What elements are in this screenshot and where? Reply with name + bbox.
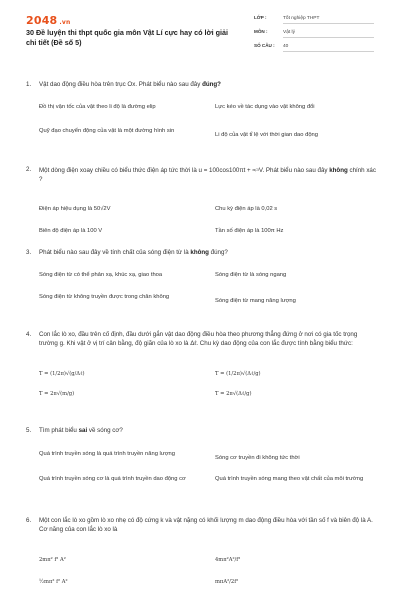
meta-label: SỐ CÂU : xyxy=(254,43,275,48)
question-number: 1. xyxy=(26,81,32,88)
answer-option-a[interactable]: 2mπ² f² A² xyxy=(39,557,66,563)
meta-row-class xyxy=(254,15,374,29)
question-text: Tìm phát biểu sai về sóng cơ? xyxy=(39,427,123,434)
logo-text: 2048 xyxy=(26,14,58,27)
answer-option-b[interactable]: 4mπ²A²/f² xyxy=(215,557,241,563)
question-number: 4. xyxy=(26,331,32,338)
answer-option-d[interactable]: mπA²/2f² xyxy=(215,579,239,585)
question-number: 6. xyxy=(26,517,32,524)
site-logo[interactable] xyxy=(26,14,70,27)
logo-suffix: .vn xyxy=(59,19,71,26)
question-text: Con lắc lò xo, đầu trên cố định, đầu dưới gắn vật dao động điều hòa theo phương thẳng đứng ở nơi có gia tốc trọng trường g. Khi vật ở vị trí cân bằng, độ giãn của lò xo là Δℓ. Chu kỳ dao động của con lắc được tính bằng biểu thức: xyxy=(39,331,358,347)
meta-value: 40 xyxy=(283,44,374,52)
question-4 xyxy=(26,330,376,397)
question-number: 3. xyxy=(26,249,32,256)
question-text: Vật dao động điều hòa trên trục Ox. Phát biểu nào sau đây đúng? xyxy=(39,81,221,88)
meta-label: LỚP : xyxy=(254,15,267,20)
answer-option-d[interactable]: Tần số điện áp là 100π Hz xyxy=(215,228,284,234)
question-text: Một con lắc lò xo gồm lò xo nhẹ có độ cứng k và vật nặng có khối lượng m dao động điều hòa với tần số f và biên độ là A. Cơ năng của con lắc lò xo là xyxy=(39,517,373,533)
meta-row-subject xyxy=(254,29,374,43)
meta-row-question-count xyxy=(254,43,374,57)
meta-label: MÔN : xyxy=(254,29,268,34)
answer-option-a[interactable]: Đồ thị vận tốc của vật theo li độ là đường elip xyxy=(39,104,156,110)
answer-option-c[interactable]: ½mπ² f² A² xyxy=(39,579,68,585)
question-6 xyxy=(26,516,376,585)
answer-option-d[interactable]: Li độ của vật tỉ lệ với thời gian dao động xyxy=(215,132,318,138)
question-2 xyxy=(26,165,376,234)
question-text: Phát biểu nào sau đây về tính chất của sóng điện từ là không đúng? xyxy=(39,249,228,256)
answer-option-b[interactable]: T = (1/2π)√(Δℓ/g) xyxy=(215,371,261,377)
answer-option-c[interactable]: Quỹ đạo chuyển động của vật là một đường hình sin xyxy=(39,128,175,134)
answer-option-c[interactable]: Biên độ điện áp là 100 V xyxy=(39,228,103,234)
answer-option-b[interactable]: Chu kỳ điện áp là 0,02 s xyxy=(215,206,278,212)
meta-value: Tốt nghiệp THPT xyxy=(283,16,374,24)
answer-option-b[interactable]: Sóng cơ truyền đi không tức thời xyxy=(215,455,300,461)
answer-option-c[interactable]: T = 2π√(m/g) xyxy=(39,391,75,397)
meta-value: Vật lý xyxy=(283,30,374,38)
answer-option-a[interactable]: Điện áp hiệu dụng là 50√2V xyxy=(39,206,111,212)
question-1 xyxy=(26,80,376,137)
page-title: 30 Đề luyện thi thpt quốc gia môn Vật Lí cực hay có lời giải chi tiết (Đề số 5) xyxy=(26,28,229,47)
question-number: 5. xyxy=(26,427,32,434)
question-3 xyxy=(26,248,376,304)
document-meta xyxy=(254,15,374,57)
answer-option-c[interactable]: Quá trình truyền sóng cơ là quá trình truyền dao động cơ xyxy=(39,476,186,482)
answer-option-b[interactable]: Sóng điện từ là sóng ngang xyxy=(215,272,287,278)
question-5 xyxy=(26,426,376,482)
question-text: Một dòng điện xoay chiều có biểu thức điện áp tức thời là u = 100cos100πt + π/3V. Phát biểu nào sau đây không chính xác ? xyxy=(39,167,376,183)
answer-option-a[interactable]: T = (1/2π)√(g/Δℓ) xyxy=(39,371,85,377)
answer-option-c[interactable]: Sóng điện từ không truyền được trong chân không xyxy=(39,294,170,300)
answer-option-d[interactable]: Sóng điện từ mang năng lượng xyxy=(215,298,296,304)
answer-option-d[interactable]: Quá trình truyền sóng mang theo vật chất của môi trường xyxy=(215,476,364,482)
question-number: 2. xyxy=(26,166,32,173)
answer-option-a[interactable]: Quá trình truyền sóng là quá trình truyền năng lượng xyxy=(39,451,175,457)
answer-option-a[interactable]: Sóng điện từ có thể phản xạ, khúc xạ, giao thoa xyxy=(39,272,163,278)
answer-option-d[interactable]: T = 2π√(Δℓ/g) xyxy=(215,391,252,397)
answer-option-b[interactable]: Lực kéo về tác dụng vào vật không đổi xyxy=(215,104,315,110)
